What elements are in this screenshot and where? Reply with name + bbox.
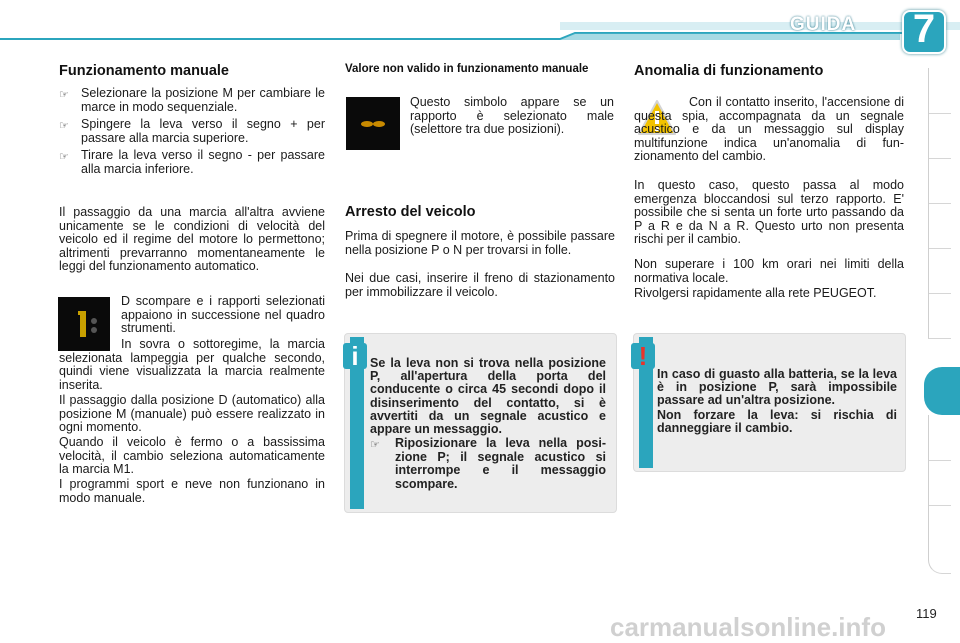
emergency-mode-text: In questo caso, questo passa al modo emergenza bloccandosi sul terzo rapporto. E' possibile che si senta un forte urto passando da P a R e da N a R. Questo urto non presenta rischi per il cambio. xyxy=(634,178,904,247)
list-item: ☞ Riposizionare la leva nella posizione P; il segnale acustico si interrompe e il messaggio scompare. xyxy=(370,436,606,491)
chapter-tab[interactable] xyxy=(928,113,951,159)
sport-snow-paragraph: I programmi sport e neve non funzionano in modo manuale. xyxy=(59,477,325,505)
finger-bullet-icon: ☞ xyxy=(59,120,69,133)
vehicle-stop-text: Prima di spegnere il motore, è possibile passare nella posizione P o N per trovarsi in folle. xyxy=(345,229,615,257)
invalid-value-title: Valore non valido in funzionamento manuale xyxy=(345,63,589,75)
chapter-tab[interactable] xyxy=(928,293,951,339)
contact-dealer-text: Rivolgersi rapidamente alla rete PEUGEOT. xyxy=(634,286,877,300)
finger-bullet-icon: ☞ xyxy=(59,151,69,164)
d-disappears-text: D scompare e i rapporti selezionati appaiono in successione nel quadro strumenti. xyxy=(121,294,325,336)
info-box-text: Se la leva non si trova nella posizione P, all'apertura della porta del conducente o circa 45 secondi dopo il disinserimento del contatto, si è avvertiti da un segnale acustico e appare un messaggio. xyxy=(370,356,606,437)
list-item: ☞ Selezionare la posizione M per cambiare le marce in modo sequenziale. xyxy=(59,86,325,114)
finger-bullet-icon: ☞ xyxy=(370,439,380,451)
stopped-vehicle-paragraph: Quando il veicolo è fermo o a bassissima velocità, il cambio seleziona automaticamente la marcia M1. xyxy=(59,435,325,477)
invalid-value-text: Questo simbolo appare se un rapporto è selezionato male (selettore tra due posizioni). xyxy=(410,95,614,137)
oversteer-text: In sovra o sottoregime, la marcia selezionata lampeggia per qualche secondo, quindi viene visualizzata la marcia realmente inserita. xyxy=(59,337,325,392)
chapter-tab[interactable] xyxy=(928,158,951,204)
list-item: ☞ Spingere la leva verso il segno + per passare alla marcia superiore. xyxy=(59,117,325,145)
chapter-tab[interactable] xyxy=(928,415,951,461)
chapter-tab[interactable] xyxy=(928,248,951,294)
header-band-light xyxy=(560,22,960,30)
list-item: ☞ Tirare la leva verso il segno - per passare alla marcia inferiore. xyxy=(59,148,325,176)
page-number: 119 xyxy=(916,606,937,621)
info-icon: i xyxy=(343,343,367,369)
chapter-tab-active[interactable] xyxy=(924,367,960,415)
finger-bullet-icon: ☞ xyxy=(59,89,69,101)
watermark: carmanualsonline.info xyxy=(610,612,886,642)
chapter-tab[interactable] xyxy=(928,68,951,114)
manual-mode-title: Funzionamento manuale xyxy=(59,63,229,79)
section-title: GUIDA xyxy=(790,14,857,35)
d-to-m-paragraph: Il passaggio dalla posizione D (automatico) alla posizione M (manuale) può essere realizzato in ogni momento. xyxy=(59,393,325,435)
vehicle-stop-title: Arresto del veicolo xyxy=(345,204,476,220)
chapter-tab[interactable] xyxy=(928,505,951,574)
chapter-number: 7 xyxy=(912,7,936,51)
parking-brake-text: Nei due casi, inserire il freno di stazionamento per immobilizzare il veicolo. xyxy=(345,271,615,299)
chapter-tab[interactable] xyxy=(928,203,951,249)
chapter-tab[interactable] xyxy=(928,460,951,506)
manual-bullets xyxy=(59,87,325,181)
warning-light-text: Con il contatto inserito, l'accensione di questa spia, accompagnata da un segnale acustico e da un messaggio sul display multifunzione indica un'anomalia di funzionamento del cambio. xyxy=(634,95,904,164)
info-box-bullet xyxy=(370,437,606,495)
gear-change-paragraph: Il passaggio da una marcia all'altra avviene unicamente se le condizioni di velocità del veicolo ed il regime del motore lo permettono; altrimenti prevarranno momentaneamente le leggi del funzionamento automatico. xyxy=(59,205,325,274)
speed-limit-text: Non superare i 100 km orari nei limiti della normativa locale. xyxy=(634,257,904,285)
do-not-force-text: Non forzare la leva: si rischia di danneggiare il cambio. xyxy=(657,408,897,436)
alert-icon: ! xyxy=(631,343,655,369)
invalid-gear-icon xyxy=(346,97,400,150)
battery-failure-text: In caso di guasto alla batteria, se la leva è in posizione P, sarà impossibile passare ad un'altra posizione. xyxy=(657,367,897,408)
malfunction-title: Anomalia di funzionamento xyxy=(634,63,824,79)
